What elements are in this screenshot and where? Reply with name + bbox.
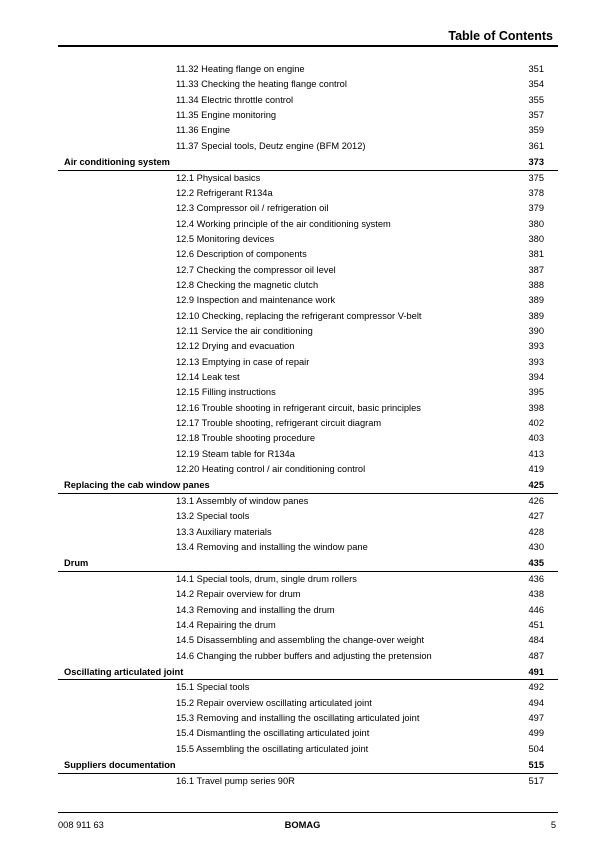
toc-entry[interactable] bbox=[0, 696, 605, 711]
toc-entry-page: 438 bbox=[528, 589, 544, 600]
toc-entry[interactable] bbox=[0, 447, 605, 462]
toc-entry[interactable] bbox=[0, 108, 605, 123]
toc-entry-page: 426 bbox=[528, 495, 544, 506]
toc-entry-title: 11.33 Checking the heating flange control bbox=[176, 79, 347, 90]
toc-entry-page: 425 bbox=[528, 480, 544, 491]
toc-entry-title: 11.35 Engine monitoring bbox=[176, 110, 277, 121]
toc-entry-title: 16.1 Travel pump series 90R bbox=[176, 775, 295, 786]
toc-entry-title: 12.7 Checking the compressor oil level bbox=[176, 264, 336, 275]
toc-entry[interactable] bbox=[0, 680, 605, 695]
toc-entry-title: 12.12 Drying and evacuation bbox=[176, 341, 295, 352]
toc-entry-title: 14.1 Special tools, drum, single drum rollers bbox=[176, 573, 357, 584]
toc-entry-page: 492 bbox=[528, 682, 544, 693]
toc-entry-page: 380 bbox=[528, 218, 544, 229]
toc-entry-title: 13.1 Assembly of window panes bbox=[176, 495, 309, 506]
footer-divider bbox=[58, 812, 558, 813]
toc-entry[interactable] bbox=[0, 217, 605, 232]
toc-entry-title: 15.4 Dismantling the oscillating articulated joint bbox=[176, 728, 370, 739]
toc-entry-page: 375 bbox=[528, 172, 544, 183]
toc-entry[interactable] bbox=[0, 186, 605, 201]
toc-entry-page: 393 bbox=[528, 341, 544, 352]
toc-entry-page: 380 bbox=[528, 233, 544, 244]
toc-entry[interactable] bbox=[0, 587, 605, 602]
page-number: 5 bbox=[550, 820, 556, 830]
toc-chapter-entry[interactable] bbox=[0, 477, 605, 494]
toc-entry-title: Suppliers documentation bbox=[64, 760, 176, 771]
toc-entry[interactable] bbox=[0, 324, 605, 339]
toc-entry-title: 12.15 Filling instructions bbox=[176, 387, 276, 398]
toc-entry-page: 390 bbox=[528, 326, 544, 336]
toc-entry[interactable] bbox=[0, 201, 605, 216]
toc-entry-page: 419 bbox=[528, 464, 544, 475]
toc-entry-page: 389 bbox=[528, 295, 544, 306]
toc-entry-title: Replacing the cab window panes bbox=[64, 480, 210, 491]
toc-entry-page: 430 bbox=[528, 541, 544, 552]
toc-entry[interactable] bbox=[0, 774, 605, 789]
toc-entry[interactable] bbox=[0, 462, 605, 477]
toc-entry-title: 12.17 Trouble shooting, refrigerant circuit diagram bbox=[176, 418, 382, 429]
toc-entry-page: 379 bbox=[528, 203, 544, 214]
toc-entry-page: 436 bbox=[528, 573, 544, 584]
toc-entry[interactable] bbox=[0, 618, 605, 633]
toc-entry-title: 12.2 Refrigerant R134a bbox=[176, 187, 273, 198]
toc-entry-page: 359 bbox=[528, 125, 544, 136]
toc-entry[interactable] bbox=[0, 385, 605, 400]
toc-entry[interactable] bbox=[0, 232, 605, 247]
toc-entry-title: 13.2 Special tools bbox=[176, 511, 250, 522]
toc-entry[interactable] bbox=[0, 139, 605, 154]
toc-entry[interactable] bbox=[0, 540, 605, 555]
toc-entry-page: 413 bbox=[528, 448, 544, 459]
toc-entry-title: 12.8 Checking the magnetic clutch bbox=[176, 279, 319, 290]
toc-entry[interactable] bbox=[0, 572, 605, 587]
toc-entry[interactable] bbox=[0, 603, 605, 618]
table-of-contents bbox=[0, 62, 605, 789]
toc-entry-page: 393 bbox=[528, 356, 544, 367]
toc-entry-title: Drum bbox=[64, 558, 89, 569]
toc-entry-page: 499 bbox=[528, 728, 544, 739]
toc-entry-page: 451 bbox=[528, 619, 544, 630]
toc-entry-title: 12.6 Description of components bbox=[176, 249, 307, 260]
toc-entry-page: 387 bbox=[528, 264, 544, 275]
toc-entry-page: 381 bbox=[528, 249, 544, 260]
toc-entry-title: 15.1 Special tools bbox=[176, 682, 250, 693]
toc-entry-title: 11.32 Heating flange on engine bbox=[176, 64, 305, 74]
toc-entry-page: 395 bbox=[528, 387, 544, 398]
toc-entry-title: 12.11 Service the air conditioning bbox=[176, 326, 313, 336]
toc-entry[interactable] bbox=[0, 77, 605, 92]
toc-entry[interactable] bbox=[0, 401, 605, 416]
toc-entry-title: 12.5 Monitoring devices bbox=[176, 233, 275, 244]
toc-entry[interactable] bbox=[0, 742, 605, 757]
toc-entry-title: 12.13 Emptying in case of repair bbox=[176, 356, 310, 367]
toc-entry-title: Air conditioning system bbox=[64, 157, 170, 168]
page-title: Table of Contents bbox=[448, 29, 553, 43]
toc-entry-page: 497 bbox=[528, 713, 544, 724]
toc-entry[interactable] bbox=[0, 416, 605, 431]
toc-entry-page: 403 bbox=[528, 433, 544, 444]
toc-entry-title: 14.2 Repair overview for drum bbox=[176, 589, 301, 600]
toc-entry-page: 355 bbox=[528, 94, 544, 105]
toc-chapter-entry[interactable] bbox=[0, 664, 605, 681]
toc-entry-page: 435 bbox=[528, 558, 544, 569]
toc-entry-page: 351 bbox=[528, 64, 544, 74]
toc-entry-page: 484 bbox=[528, 635, 544, 646]
toc-entry[interactable] bbox=[0, 649, 605, 664]
toc-entry-page: 357 bbox=[528, 110, 544, 121]
toc-entry-page: 446 bbox=[528, 604, 544, 615]
toc-entry[interactable] bbox=[0, 494, 605, 509]
toc-chapter-entry[interactable] bbox=[0, 757, 605, 774]
toc-entry-title: 12.14 Leak test bbox=[176, 372, 240, 383]
document-number: 008 911 63 bbox=[58, 820, 104, 830]
toc-entry-title: 15.2 Repair overview oscillating articulated joint bbox=[176, 697, 372, 708]
toc-entry[interactable] bbox=[0, 171, 605, 186]
toc-entry-page: 354 bbox=[528, 79, 544, 90]
toc-entry-title: 11.37 Special tools, Deutz engine (BFM 2012) bbox=[176, 140, 366, 151]
toc-entry[interactable] bbox=[0, 525, 605, 540]
toc-entry-page: 389 bbox=[528, 310, 544, 321]
toc-entry-title: 15.3 Removing and installing the oscillating articulated joint bbox=[176, 713, 420, 724]
toc-entry-title: 12.18 Trouble shooting procedure bbox=[176, 433, 316, 444]
toc-entry-title: 12.20 Heating control / air conditioning control bbox=[176, 464, 366, 475]
toc-entry-title: 11.36 Engine bbox=[176, 125, 231, 136]
toc-entry-page: 373 bbox=[528, 157, 544, 168]
toc-entry[interactable] bbox=[0, 633, 605, 648]
toc-entry[interactable] bbox=[0, 123, 605, 138]
toc-entry-page: 517 bbox=[528, 775, 544, 786]
toc-entry-title: 11.34 Electric throttle control bbox=[176, 94, 294, 105]
toc-entry-page: 487 bbox=[528, 650, 544, 661]
toc-entry-title: 12.19 Steam table for R134a bbox=[176, 448, 295, 459]
toc-entry-title: 14.5 Disassembling and assembling the change-over weight bbox=[176, 635, 425, 646]
toc-entry-title: 12.9 Inspection and maintenance work bbox=[176, 295, 336, 306]
toc-entry-title: 12.4 Working principle of the air conditioning system bbox=[176, 218, 391, 229]
toc-entry[interactable] bbox=[0, 278, 605, 293]
toc-entry[interactable] bbox=[0, 62, 605, 77]
toc-entry[interactable] bbox=[0, 370, 605, 385]
toc-entry-page: 428 bbox=[528, 526, 544, 537]
toc-chapter-entry[interactable] bbox=[0, 555, 605, 572]
toc-entry[interactable] bbox=[0, 263, 605, 278]
toc-entry-page: 378 bbox=[528, 187, 544, 198]
toc-entry-title: 12.3 Compressor oil / refrigeration oil bbox=[176, 203, 329, 214]
toc-entry[interactable] bbox=[0, 431, 605, 446]
toc-entry[interactable] bbox=[0, 247, 605, 262]
header-divider bbox=[58, 45, 558, 47]
toc-entry-title: Oscillating articulated joint bbox=[64, 666, 184, 677]
toc-entry[interactable] bbox=[0, 93, 605, 108]
toc-entry-title: 15.5 Assembling the oscillating articulated joint bbox=[176, 743, 369, 754]
toc-entry-page: 402 bbox=[528, 418, 544, 429]
toc-entry-title: 12.1 Physical basics bbox=[176, 172, 261, 183]
toc-entry[interactable] bbox=[0, 711, 605, 726]
brand-name: BOMAG bbox=[284, 820, 321, 830]
toc-entry-title: 12.10 Checking, replacing the refrigerant compressor V-belt bbox=[176, 310, 422, 321]
toc-entry-title: 13.3 Auxiliary materials bbox=[176, 526, 272, 537]
toc-chapter-entry[interactable] bbox=[0, 154, 605, 171]
toc-entry[interactable] bbox=[0, 726, 605, 741]
toc-entry-title: 14.4 Repairing the drum bbox=[176, 619, 276, 630]
toc-entry-page: 388 bbox=[528, 279, 544, 290]
toc-entry-title: 12.16 Trouble shooting in refrigerant circuit, basic principles bbox=[176, 402, 421, 413]
toc-entry[interactable] bbox=[0, 509, 605, 524]
toc-entry[interactable] bbox=[0, 355, 605, 370]
toc-entry-page: 504 bbox=[528, 743, 544, 754]
toc-entry[interactable] bbox=[0, 309, 605, 324]
toc-entry-title: 14.3 Removing and installing the drum bbox=[176, 604, 335, 615]
toc-entry[interactable] bbox=[0, 339, 605, 354]
toc-entry[interactable] bbox=[0, 293, 605, 308]
toc-entry-page: 494 bbox=[528, 697, 544, 708]
toc-entry-title: 13.4 Removing and installing the window pane bbox=[176, 541, 368, 552]
toc-entry-page: 394 bbox=[528, 372, 544, 383]
toc-entry-page: 361 bbox=[528, 140, 544, 151]
toc-entry-title: 14.6 Changing the rubber buffers and adjusting the pretension bbox=[176, 650, 432, 661]
toc-entry-page: 515 bbox=[528, 760, 544, 771]
toc-entry-page: 427 bbox=[528, 511, 544, 522]
toc-entry-page: 398 bbox=[528, 402, 544, 413]
toc-entry-page: 491 bbox=[528, 666, 544, 677]
